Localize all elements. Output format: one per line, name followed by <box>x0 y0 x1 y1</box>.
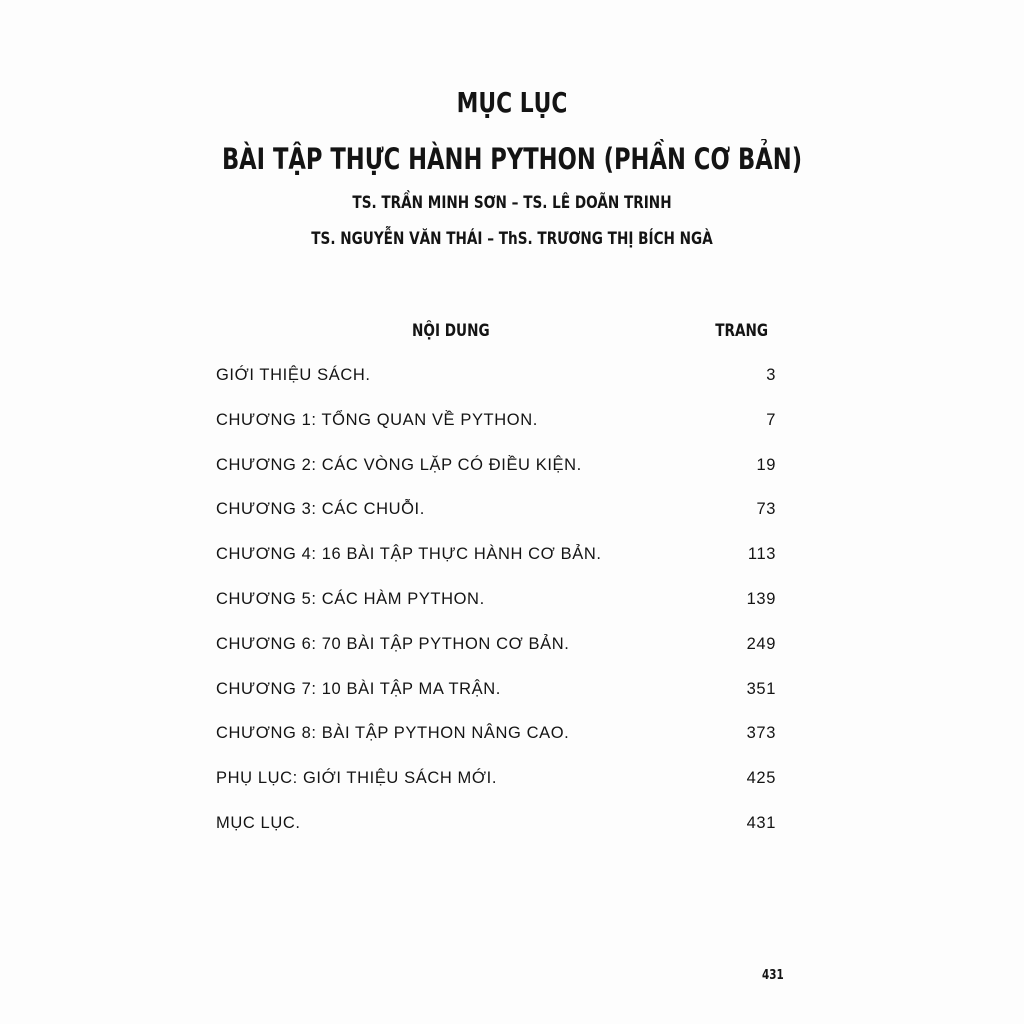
toc-row <box>216 411 776 456</box>
page-column-header: TRANG <box>715 321 768 341</box>
toc-entry: CHƯƠNG 3: CÁC CHUỖI. <box>216 500 425 519</box>
toc-entry: CHƯƠNG 1: TỔNG QUAN VỀ PYTHON. <box>216 410 538 429</box>
toc-page-number: 73 <box>756 500 776 519</box>
toc-entry: GIỚI THIỆU SÁCH. <box>216 366 371 384</box>
toc-entry: CHƯƠNG 6: 70 BÀI TẬP PYTHON CƠ BẢN. <box>216 634 570 653</box>
toc-entry: CHƯƠNG 4: 16 BÀI TẬP THỰC HÀNH CƠ BẢN. <box>216 545 602 564</box>
content-column-header: NỘI DUNG <box>412 321 490 341</box>
toc-entry: CHƯƠNG 2: CÁC VÒNG LẶP CÓ ĐIỀU KIỆN. <box>216 455 582 474</box>
toc-page-number: 7 <box>766 410 776 429</box>
authors-line-2: TS. NGUYỄN VĂN THÁI – ThS. TRƯƠNG THỊ BÍCH NGÀ <box>311 229 713 249</box>
toc-row <box>216 635 776 680</box>
toc-page-number: 431 <box>746 813 776 832</box>
toc-row <box>216 814 776 859</box>
toc-row <box>216 545 776 590</box>
toc-page-number: 351 <box>746 679 776 698</box>
toc-entry: CHƯƠNG 7: 10 BÀI TẬP MA TRẬN. <box>216 679 501 698</box>
toc-entry: CHƯƠNG 5: CÁC HÀM PYTHON. <box>216 589 485 608</box>
toc-entry: PHỤ LỤC: GIỚI THIỆU SÁCH MỚI. <box>216 769 498 788</box>
toc-page-number: 425 <box>746 769 776 788</box>
toc-row <box>216 590 776 635</box>
toc-page-number: 249 <box>746 634 776 653</box>
toc-row <box>216 769 776 814</box>
toc-row <box>216 456 776 501</box>
toc-row <box>216 724 776 769</box>
toc-entry: MỤC LỤC. <box>216 813 301 832</box>
page-title: MỤC LỤC <box>456 86 568 119</box>
toc-row <box>216 366 776 411</box>
toc-page-number: 19 <box>756 455 776 474</box>
book-title: BÀI TẬP THỰC HÀNH PYTHON (PHẦN CƠ BẢN) <box>221 142 803 176</box>
toc-row <box>216 500 776 545</box>
toc-row <box>216 680 776 725</box>
toc-entry: CHƯƠNG 8: BÀI TẬP PYTHON NÂNG CAO. <box>216 724 570 743</box>
toc-page-number: 139 <box>746 589 776 608</box>
toc-page-number: 3 <box>766 366 776 384</box>
table-of-contents <box>216 366 776 859</box>
toc-page-number: 113 <box>747 545 776 564</box>
authors-line-1: TS. TRẦN MINH SƠN – TS. LÊ DOÃN TRINH <box>352 193 672 213</box>
toc-page-number: 373 <box>746 724 776 743</box>
page-number: 431 <box>762 968 784 983</box>
